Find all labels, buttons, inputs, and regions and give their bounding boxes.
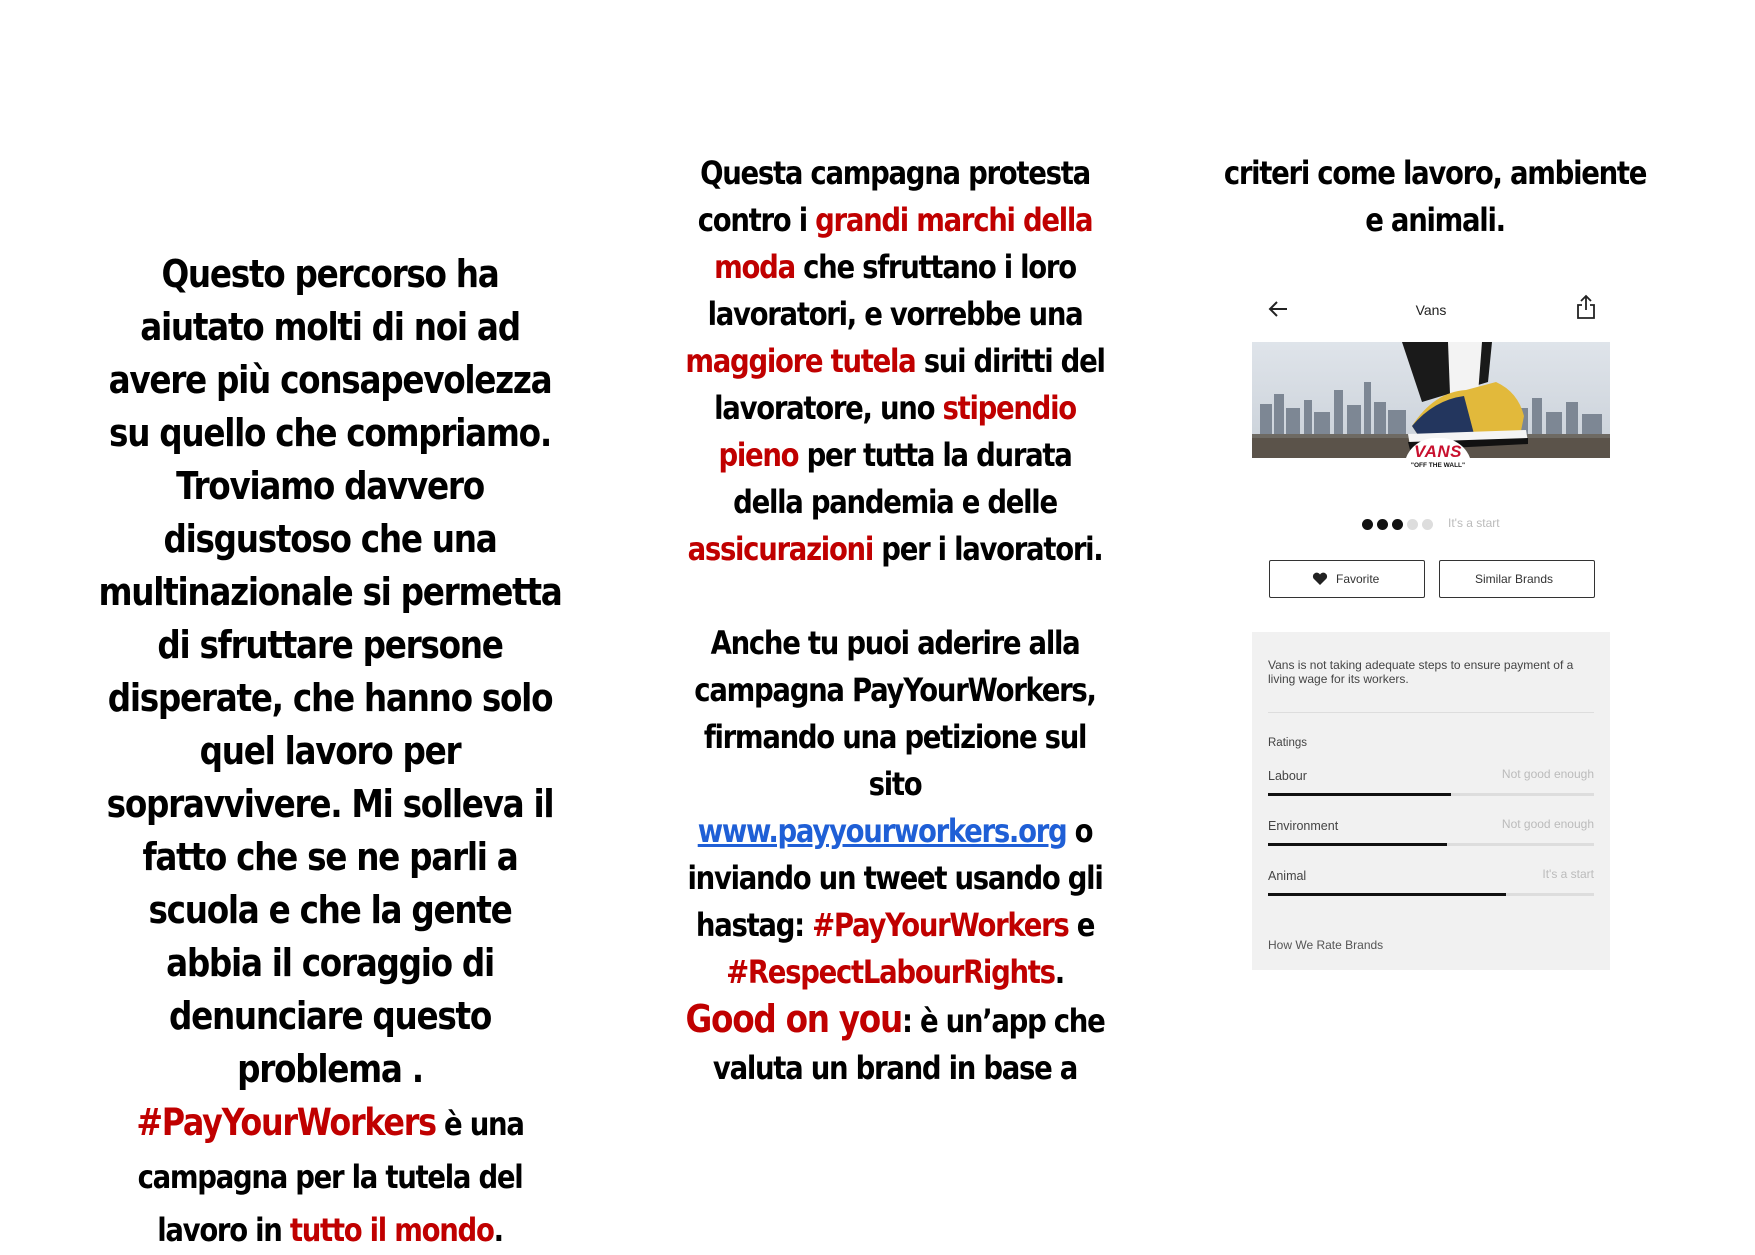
score-dot-empty [1407,519,1418,530]
rating-bar-fill [1268,893,1506,896]
score-dot-filled [1377,519,1388,530]
similar-brands-label: Similar Brands [1475,572,1554,586]
score-label: It's a start [1448,516,1500,530]
good-on-you-title: Good on you [685,997,902,1041]
how-we-rate-link[interactable]: How We Rate Brands [1268,938,1384,952]
petition-link[interactable]: www.payyourworkers.org [697,812,1067,850]
rating-bar [1268,793,1594,796]
rating-row-animal [1268,869,1594,903]
col1-highlight: tutto il mondo [289,1211,494,1249]
app-title: Vans [1415,302,1447,318]
hashtag-payyourworkers: #PayYourWorkers [812,906,1069,944]
rating-row-labour [1268,769,1594,803]
rating-value: It's a start [1542,867,1594,881]
col2-red-text: maggiore tutela [685,342,916,380]
rating-name: Labour [1268,769,1307,783]
favorite-button[interactable] [1269,560,1425,598]
rating-value: Not good enough [1501,817,1594,831]
col1-body: Questo percorso ha aiutato molti di noi ad avere più consapevolezza su quello che compriamo. Troviamo davvero disgustoso che una multinazionale si permetta di sfruttare persone disperate, che hanno solo quel lavoro per sopravvivere. Mi solleva il fatto che se ne parli a scuola e che la gente abbia il coraggio di denunciare questo problema . [98,252,562,1091]
vans-logo [1404,438,1472,478]
vans-logo-slogan: "OFF THE WALL" [1410,462,1466,469]
heart-icon [1312,572,1328,586]
divider [1268,712,1594,713]
rating-name: Animal [1268,869,1307,883]
score-dot-filled [1362,519,1373,530]
col2-text: che sfruttano i loro lavoratori, e vorrebbe una [707,248,1083,333]
col2-paragraph-1 [684,150,1105,573]
app-screenshot [1252,290,1610,970]
rating-row-environment [1268,819,1594,853]
rating-bar-fill [1268,843,1447,846]
column-middle [684,150,1105,1092]
col2-text: Anche tu puoi aderire alla campagna PayYourWorkers, firmando una petizione sul sito [694,624,1096,803]
column-right [1220,150,1650,244]
col2-text: o inviando un tweet usando gli hastag: [687,812,1103,944]
app-header [1252,290,1610,330]
rating-bar [1268,843,1594,846]
column-left [98,248,562,1255]
col2-red-text: assicurazioni [687,530,874,568]
col2-text: sui diritti del lavoratore, uno [714,342,1105,427]
col2-paragraph-2 [684,620,1105,1092]
col2-red-text: grandi marchi della moda [714,201,1093,286]
col2-text: e [1068,906,1095,944]
score-dot-empty [1422,519,1433,530]
share-icon[interactable] [1575,294,1597,320]
brand-summary: Vans is not taking adequate steps to ensure payment of a living wage for its workers. [1268,658,1574,686]
col3-text: criteri come lavoro, ambiente e animali. [1223,154,1647,239]
similar-brands-button[interactable] [1439,560,1595,598]
hashtag-respectlabourrights: #RespectLabourRights [726,953,1055,991]
col2-red-text: stipendio pieno [718,389,1076,474]
score-dot-filled [1392,519,1403,530]
rating-value: Not good enough [1501,767,1594,781]
col1-end: . [493,1211,503,1249]
col2-text: per i lavoratori. [873,530,1103,568]
ratings-title: Ratings [1268,737,1307,749]
col2-text: per tutta la durata della pandemia e delle [733,436,1072,521]
score-indicator [1362,516,1562,532]
rating-panel [1252,632,1610,970]
vans-logo-text: VANS [1414,442,1462,461]
col2-text: Questa campagna protesta contro i [697,154,1090,239]
col2-text: : è un’app che valuta un brand in base a [712,1002,1105,1087]
rating-bar [1268,893,1594,896]
favorite-label: Favorite [1336,572,1380,586]
paragraph-spacer [684,573,1105,620]
col1-paragraph [98,248,562,1255]
col2-text: . [1054,953,1064,991]
rating-name: Environment [1268,819,1339,833]
col1-after-hashtag: è una campagna per la tutela del lavoro in [137,1105,524,1249]
col1-hashtag: #PayYourWorkers [136,1101,436,1144]
rating-bar-fill [1268,793,1451,796]
